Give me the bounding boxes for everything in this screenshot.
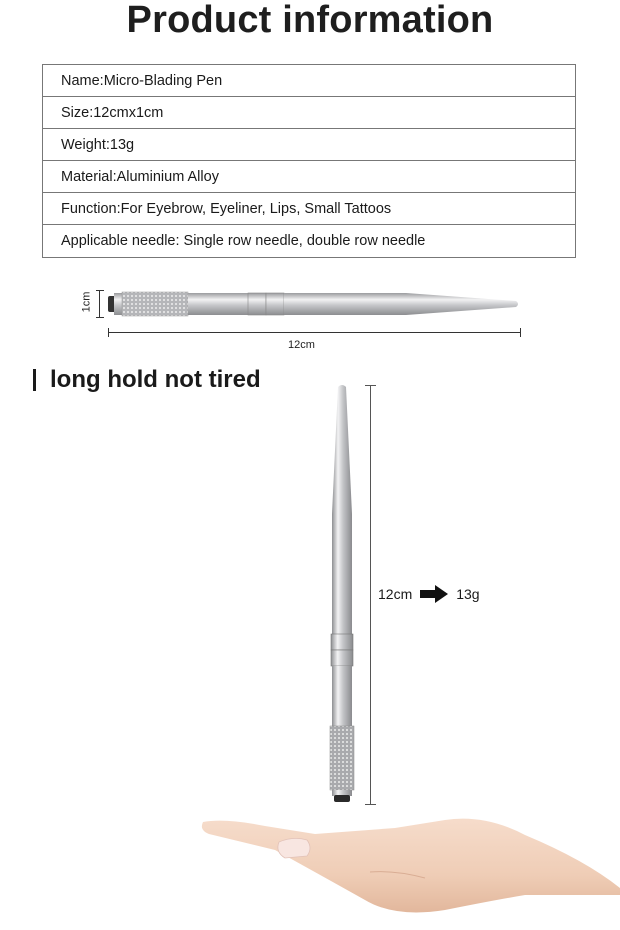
spec-row-size: Size:12cmx1cm — [43, 97, 575, 129]
vertical-length-label: 12cm — [378, 586, 413, 602]
length-dimension-line — [108, 332, 521, 333]
horizontal-pen-image — [106, 290, 522, 320]
vertical-length-dimension-line — [370, 385, 371, 805]
hand-image — [195, 800, 620, 930]
diameter-label: 1cm — [80, 291, 93, 313]
weight-label: 13g — [456, 586, 480, 602]
spec-table — [42, 64, 576, 258]
length-label: 12cm — [288, 339, 315, 351]
spec-row-material: Material:Aluminium Alloy — [43, 161, 575, 193]
right-arrow-icon — [420, 585, 448, 603]
diameter-dimension-marker — [96, 290, 104, 318]
section-heading — [33, 366, 261, 394]
section-heading-text: long hold not tired — [50, 366, 261, 393]
vertical-pen-image — [325, 384, 359, 804]
page-title: Product information — [126, 0, 494, 41]
weight-info — [378, 585, 480, 603]
spec-row-name: Name:Micro-Blading Pen — [43, 65, 575, 97]
spec-row-function: Function:For Eyebrow, Eyeliner, Lips, Small Tattoos — [43, 193, 575, 225]
heading-bar-icon — [33, 369, 36, 391]
spec-row-weight: Weight:13g — [43, 129, 575, 161]
spec-row-needle: Applicable needle: Single row needle, double row needle — [61, 233, 426, 249]
